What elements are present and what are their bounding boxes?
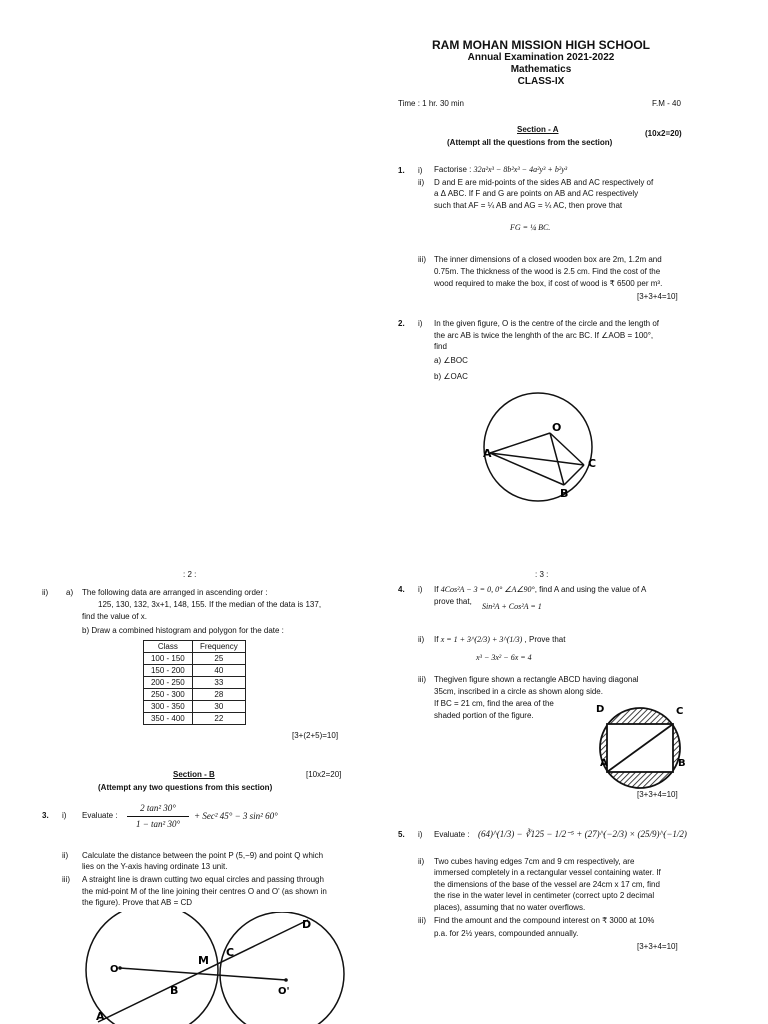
q5-ii-line1: Two cubes having edges 7cm and 9 cm respectively, are <box>434 857 635 866</box>
q1-i-label: i) <box>418 166 423 175</box>
q5-iii-line1: Find the amount and the compound interest on ₹ 3000 at 10% <box>434 916 655 925</box>
q2-number: 2. <box>398 319 405 328</box>
class-label: CLASS-IX <box>517 76 565 87</box>
q5-i-expression: (64)^(1/3) − ∛125 − 1/2⁻⁵ + (27)^(−2/3) × (25/9)^(−1/2) <box>478 829 687 839</box>
q2-i-line3: find <box>434 342 447 351</box>
q2-part-a: a) ∠BOC <box>434 356 468 365</box>
q2-part-b: b) ∠OAC <box>434 372 468 381</box>
line-ad <box>98 920 308 1022</box>
line-oa <box>490 433 550 453</box>
label-d: D <box>302 918 312 931</box>
q3-ii-line2: lies on the Y-axis having ordinate 13 unit. <box>82 862 228 871</box>
q1-iii-label: iii) <box>418 255 426 264</box>
q5-iii-label: iii) <box>418 916 426 925</box>
p2-a-line3: find the value of x. <box>82 612 147 621</box>
right-circle <box>220 912 344 1024</box>
table-header-row <box>144 641 246 653</box>
table-row: 200 - 250 33 <box>144 677 246 689</box>
section-a-title: Section - A <box>517 125 559 134</box>
q3-i-rest: + Sec² 45° − 3 sin² 60° <box>194 811 278 821</box>
col-header-frequency: Frequency <box>192 641 245 653</box>
section-a-marks: (10x2=20) <box>645 129 682 138</box>
q3-iii-line2: the mid-point M of the line joining their centres O and O' (as shown in <box>82 887 327 896</box>
q4-iii-line1: Thegiven figure shown a rectangle ABCD having diagonal <box>434 675 639 684</box>
q4-iii-line2: 35cm, inscribed in a circle as shown along side. <box>434 687 603 696</box>
circle-figure-q2 <box>480 385 610 505</box>
q3-i-text: Evaluate : <box>82 811 118 820</box>
section-b-title: Section - B <box>173 770 215 779</box>
q4-i-line2: prove that, <box>434 597 472 606</box>
label-d: D <box>596 704 605 715</box>
subject: Mathematics <box>510 64 572 75</box>
q1-iii-line2: 0.75m. The thickness of the wood is 2.5 cm. Find the cost of the <box>434 267 661 276</box>
q4-ii-expression2: x³ − 3x² − 6x = 4 <box>476 653 532 662</box>
q3-ii-line1: Calculate the distance between the point P (5,−9) and point Q which <box>82 851 324 860</box>
label-a: A <box>96 1010 105 1023</box>
label-m: M <box>198 954 209 967</box>
label-a: A <box>483 447 492 460</box>
q5-ii-line2: immersed completely in a rectangular vessel containing water. If <box>434 868 661 877</box>
q2-i-label: i) <box>418 319 423 328</box>
q4-i-expression: 4Cos²A − 3 = 0, 0° ∠A∠90° <box>440 585 535 594</box>
q3-number: 3. <box>42 811 49 820</box>
two-circles-figure <box>76 912 366 1024</box>
section-b-marks: [10x2=20] <box>306 770 342 779</box>
centre-o-dot <box>118 966 122 970</box>
time-label: Time : 1 hr. 30 min <box>398 99 464 108</box>
label-o-prime: O' <box>278 986 290 997</box>
p2-a-line1: The following data are arranged in ascending order : <box>82 588 268 597</box>
col-header-class: Class <box>144 641 193 653</box>
page-2-marker: : 2 : <box>183 570 197 579</box>
q3-i-numerator: 2 tan² 30° <box>140 803 176 813</box>
q3-i-denominator: 1 − tan² 30° <box>135 819 181 829</box>
q4-i-expression2: Sin²A + Cos²A = 1 <box>482 602 542 611</box>
inscribed-rectangle-figure <box>594 700 694 790</box>
q4-ii-line1: If x = 1 + 3^(2/3) + 3^(1/3) , Prove that <box>434 635 566 644</box>
q3-iii-line1: A straight line is drawn cutting two equal circles and passing through <box>82 875 324 884</box>
q3-iii-label: iii) <box>62 875 70 884</box>
q1-iii-line3: wood required to make the box, if cost of wood is ₹ 6500 per m³. <box>434 279 663 288</box>
q5-number: 5. <box>398 830 405 839</box>
circle-outline <box>484 393 592 501</box>
page-3-marker: : 3 : <box>535 570 549 579</box>
q1-number: 1. <box>398 166 405 175</box>
q1-iii-line1: The inner dimensions of a closed wooden box are 2m, 1.2m and <box>434 255 662 264</box>
line-ob <box>550 433 564 485</box>
table-row: 300 - 350 30 <box>144 701 246 713</box>
section-a-instruction: (Attempt all the questions from the section) <box>447 138 613 147</box>
label-a: A <box>600 758 608 769</box>
frequency-table <box>143 640 246 725</box>
label-c: C <box>588 457 597 470</box>
q1-ii-expression: FG = ¼ BC. <box>510 223 551 232</box>
q4-iii-label: iii) <box>418 675 426 684</box>
centre-o-prime-dot <box>284 978 288 982</box>
p2-marks: [3+(2+5)=10] <box>292 731 339 740</box>
q4-number: 4. <box>398 585 405 594</box>
label-b: B <box>560 487 569 500</box>
q5-ii-line5: places), assuming that no water overflows. <box>434 903 586 912</box>
q5-ii-line4: the rise in the water level in centimeter (correct upto 2 decimal <box>434 891 655 900</box>
q1-ii-label: ii) <box>418 178 425 187</box>
q4-marks: [3+3+4=10] <box>637 790 678 799</box>
q1-i-text: Factorise : 32a²x³ − 8b²x³ − 4a²y³ + b²y³ <box>434 165 568 174</box>
q1-ii-line3: such that AF = ¼ AB and AG = ¼ AC, then prove that <box>434 201 623 210</box>
table-row: 250 - 300 28 <box>144 689 246 701</box>
p2-a-line2: 125, 130, 132, 3x+1, 148, 155. If the median of the data is 137, <box>98 600 322 609</box>
q5-ii-line3: the dimensions of the base of the vessel are 24cm x 17 cm, find <box>434 880 660 889</box>
left-circle <box>86 912 218 1024</box>
q4-i-line1: If 4Cos²A − 3 = 0, 0° ∠A∠90°, find A and using the value of A <box>434 585 647 594</box>
q4-ii-label: ii) <box>418 635 425 644</box>
q1-marks: [3+3+4=10] <box>637 292 678 301</box>
label-c: C <box>676 706 684 717</box>
label-b: B <box>678 758 686 769</box>
line-oo-prime <box>120 968 286 980</box>
table-row: 150 - 200 40 <box>144 665 246 677</box>
full-marks: F.M - 40 <box>652 99 681 108</box>
line-bc <box>564 465 584 485</box>
q4-i-label: i) <box>418 585 423 594</box>
q1-ii-line2: a Δ ABC. If F and G are points on AB and AC respectively <box>434 189 639 198</box>
label-o: O <box>552 421 562 434</box>
label-b: B <box>170 984 179 997</box>
q5-iii-line2: p.a. for 2½ years, compounded annually. <box>434 929 579 938</box>
q4-iii-line4: shaded portion of the figure. <box>434 711 534 720</box>
school-name: RAM MOHAN MISSION HIGH SCHOOL <box>432 38 650 52</box>
q1-ii-line1: D and E are mid-points of the sides AB and AC respectively of <box>434 178 654 187</box>
p2-a-label: a) <box>66 588 74 597</box>
q5-i-text: Evaluate : <box>434 830 470 839</box>
q3-ii-label: ii) <box>62 851 69 860</box>
exam-title: Annual Examination 2021-2022 <box>467 52 615 63</box>
q3-fraction-bar <box>127 816 189 817</box>
q3-i-label: i) <box>62 811 67 820</box>
table-row: 350 - 400 22 <box>144 713 246 725</box>
p2-ii-label: ii) <box>42 588 49 597</box>
label-c: C <box>226 946 235 959</box>
q2-i-line2: the arc AB is twice the lenghth of the arc BC. If ∠AOB = 100°, <box>434 331 654 340</box>
q1-i-expression: 32a²x³ − 8b²x³ − 4a²y³ + b²y³ <box>473 165 568 174</box>
q5-i-label: i) <box>418 830 423 839</box>
p2-b-line: b) Draw a combined histogram and polygon for the date : <box>82 626 284 635</box>
q3-iii-line3: the figure). Prove that AB = CD <box>82 898 193 907</box>
label-o: O <box>110 964 119 975</box>
q5-marks: [3+3+4=10] <box>637 942 678 951</box>
q4-iii-line3: If BC = 21 cm, find the area of the <box>434 699 554 708</box>
section-b-instruction: (Attempt any two questions from this section) <box>98 783 273 792</box>
q4-ii-expression: x = 1 + 3^(2/3) + 3^(1/3) <box>440 635 523 644</box>
q5-ii-label: ii) <box>418 857 425 866</box>
table-row: 100 - 150 25 <box>144 653 246 665</box>
q2-i-line1: In the given figure, O is the centre of the circle and the length of <box>434 319 660 328</box>
line-oc <box>550 433 584 465</box>
